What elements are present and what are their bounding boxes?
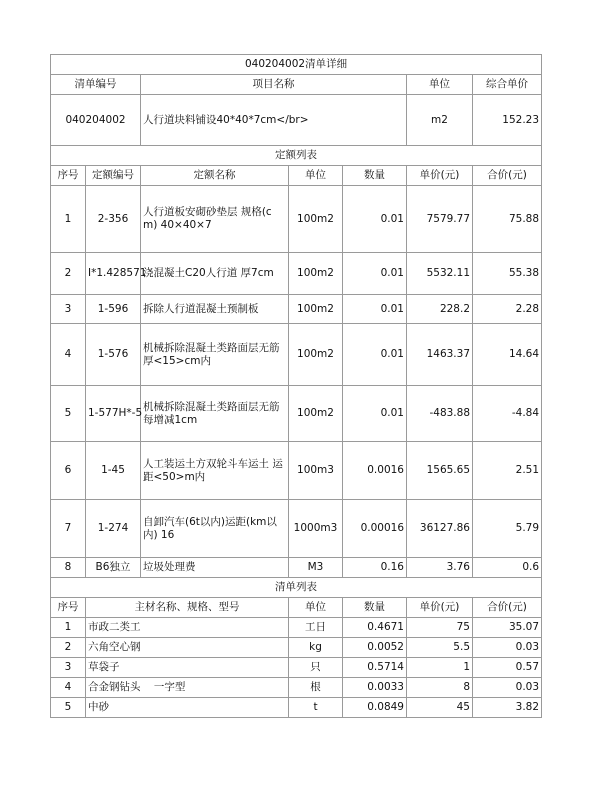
- quota-name: 浇混凝土C20人行道 厚7cm: [141, 253, 289, 295]
- quota-row: [51, 500, 542, 558]
- material-total: 0.03: [473, 638, 542, 658]
- material-qty: 0.0052: [343, 638, 407, 658]
- material-seq-header: 序号: [51, 598, 86, 618]
- quota-row: [51, 442, 542, 500]
- material-price-header: 单价(元): [407, 598, 473, 618]
- quota-total: 75.88: [473, 186, 542, 253]
- quota-qty: 0.0016: [343, 442, 407, 500]
- quota-section-title: 定额列表: [51, 146, 542, 166]
- quota-total-header: 合价(元): [473, 166, 542, 186]
- quota-name-header: 定额名称: [141, 166, 289, 186]
- quota-seq: 4: [51, 324, 86, 386]
- material-unit: t: [289, 698, 343, 718]
- quota-code: 1-577H*-5: [86, 386, 141, 442]
- quota-row: [51, 253, 542, 295]
- bill-item-name-header: 项目名称: [141, 75, 407, 95]
- quota-price: 5532.11: [407, 253, 473, 295]
- material-price: 5.5: [407, 638, 473, 658]
- material-name: 合金钢钻头 一字型: [86, 678, 289, 698]
- quota-name: 自卸汽车(6t以内)运距(km以内) 16: [141, 500, 289, 558]
- material-section-title: 清单列表: [51, 578, 542, 598]
- quota-total: 14.64: [473, 324, 542, 386]
- material-price: 75: [407, 618, 473, 638]
- bill-row: [51, 95, 542, 146]
- bill-unit-header: 单位: [407, 75, 473, 95]
- quota-price: 3.76: [407, 558, 473, 578]
- quota-price: -483.88: [407, 386, 473, 442]
- quota-price: 7579.77: [407, 186, 473, 253]
- quota-name: 机械拆除混凝土类路面层无筋 每增减1cm: [141, 386, 289, 442]
- quota-seq: 8: [51, 558, 86, 578]
- material-total-header: 合价(元): [473, 598, 542, 618]
- quota-code: 1-596: [86, 295, 141, 324]
- quota-qty: 0.01: [343, 253, 407, 295]
- quota-code: B6独立: [86, 558, 141, 578]
- quota-price: 228.2: [407, 295, 473, 324]
- quota-price: 36127.86: [407, 500, 473, 558]
- quota-seq: 6: [51, 442, 86, 500]
- quota-row: [51, 186, 542, 253]
- title-row: [51, 55, 542, 75]
- quota-unit: 100m2: [289, 186, 343, 253]
- material-unit-header: 单位: [289, 598, 343, 618]
- bill-item-name: 人行道块料铺设40*40*7cm</br>: [141, 95, 407, 146]
- quota-row: [51, 295, 542, 324]
- material-price: 1: [407, 658, 473, 678]
- material-seq: 5: [51, 698, 86, 718]
- material-name-header: 主材名称、规格、型号: [86, 598, 289, 618]
- quota-qty: 0.16: [343, 558, 407, 578]
- quota-qty-header: 数量: [343, 166, 407, 186]
- material-unit: 只: [289, 658, 343, 678]
- quota-price-header: 单价(元): [407, 166, 473, 186]
- table-title: 040204002清单详细: [51, 55, 542, 75]
- quota-seq: 1: [51, 186, 86, 253]
- quota-name: 垃圾处理费: [141, 558, 289, 578]
- bill-unit-price-header: 综合单价: [473, 75, 542, 95]
- material-unit: kg: [289, 638, 343, 658]
- quota-total: 2.51: [473, 442, 542, 500]
- material-row: [51, 618, 542, 638]
- quota-row: [51, 558, 542, 578]
- quota-total: -4.84: [473, 386, 542, 442]
- material-name: 中砂: [86, 698, 289, 718]
- quota-qty: 0.01: [343, 324, 407, 386]
- material-total: 3.82: [473, 698, 542, 718]
- quota-code-header: 定额编号: [86, 166, 141, 186]
- quota-name: 拆除人行道混凝土预制板: [141, 295, 289, 324]
- quota-price: 1565.65: [407, 442, 473, 500]
- material-total: 0.03: [473, 678, 542, 698]
- material-seq: 4: [51, 678, 86, 698]
- material-name: 六角空心钢: [86, 638, 289, 658]
- quota-total: 2.28: [473, 295, 542, 324]
- material-row: [51, 698, 542, 718]
- quota-unit: 100m2: [289, 386, 343, 442]
- quota-total: 55.38: [473, 253, 542, 295]
- material-price: 45: [407, 698, 473, 718]
- quota-qty: 0.01: [343, 295, 407, 324]
- quota-code: 2-356: [86, 186, 141, 253]
- material-name: 市政二类工: [86, 618, 289, 638]
- quota-unit: 100m2: [289, 253, 343, 295]
- material-section-row: [51, 578, 542, 598]
- quota-seq-header: 序号: [51, 166, 86, 186]
- material-qty-header: 数量: [343, 598, 407, 618]
- quota-unit: 1000m3: [289, 500, 343, 558]
- bill-unit-price: 152.23: [473, 95, 542, 146]
- quota-unit: 100m3: [289, 442, 343, 500]
- material-row: [51, 678, 542, 698]
- quota-qty: 0.01: [343, 386, 407, 442]
- material-name: 草袋子: [86, 658, 289, 678]
- bill-unit: m2: [407, 95, 473, 146]
- quota-qty: 0.01: [343, 186, 407, 253]
- quota-row: [51, 324, 542, 386]
- quota-name: 人工装运土方双轮斗车运土 运距<50>m内: [141, 442, 289, 500]
- material-total: 35.07: [473, 618, 542, 638]
- quota-row: [51, 386, 542, 442]
- material-qty: 0.0849: [343, 698, 407, 718]
- material-qty: 0.4671: [343, 618, 407, 638]
- quota-seq: 3: [51, 295, 86, 324]
- bill-code-header: 清单编号: [51, 75, 141, 95]
- quota-seq: 7: [51, 500, 86, 558]
- quota-code: 1-274: [86, 500, 141, 558]
- material-row: [51, 638, 542, 658]
- material-price: 8: [407, 678, 473, 698]
- quota-qty: 0.00016: [343, 500, 407, 558]
- quota-unit: 100m2: [289, 295, 343, 324]
- quota-unit-header: 单位: [289, 166, 343, 186]
- quota-unit: M3: [289, 558, 343, 578]
- quota-header-row: [51, 166, 542, 186]
- quota-code: 1-45: [86, 442, 141, 500]
- quota-total: 0.6: [473, 558, 542, 578]
- quota-price: 1463.37: [407, 324, 473, 386]
- quota-name: 机械拆除混凝土类路面层无筋 厚<15>cm内: [141, 324, 289, 386]
- material-total: 0.57: [473, 658, 542, 678]
- quota-seq: 2: [51, 253, 86, 295]
- bill-code: 040204002: [51, 95, 141, 146]
- material-row: [51, 658, 542, 678]
- quota-name: 人行道板安砌砂垫层 规格(cm) 40×40×7: [141, 186, 289, 253]
- material-unit: 根: [289, 678, 343, 698]
- quota-total: 5.79: [473, 500, 542, 558]
- bill-header-row: [51, 75, 542, 95]
- material-seq: 3: [51, 658, 86, 678]
- quota-code: I*1.428571: [86, 253, 141, 295]
- material-qty: 0.0033: [343, 678, 407, 698]
- quota-unit: 100m2: [289, 324, 343, 386]
- quota-section-row: [51, 146, 542, 166]
- quota-code: 1-576: [86, 324, 141, 386]
- material-seq: 1: [51, 618, 86, 638]
- bill-detail-table: [50, 54, 542, 718]
- material-seq: 2: [51, 638, 86, 658]
- quota-seq: 5: [51, 386, 86, 442]
- material-unit: 工日: [289, 618, 343, 638]
- material-header-row: [51, 598, 542, 618]
- material-qty: 0.5714: [343, 658, 407, 678]
